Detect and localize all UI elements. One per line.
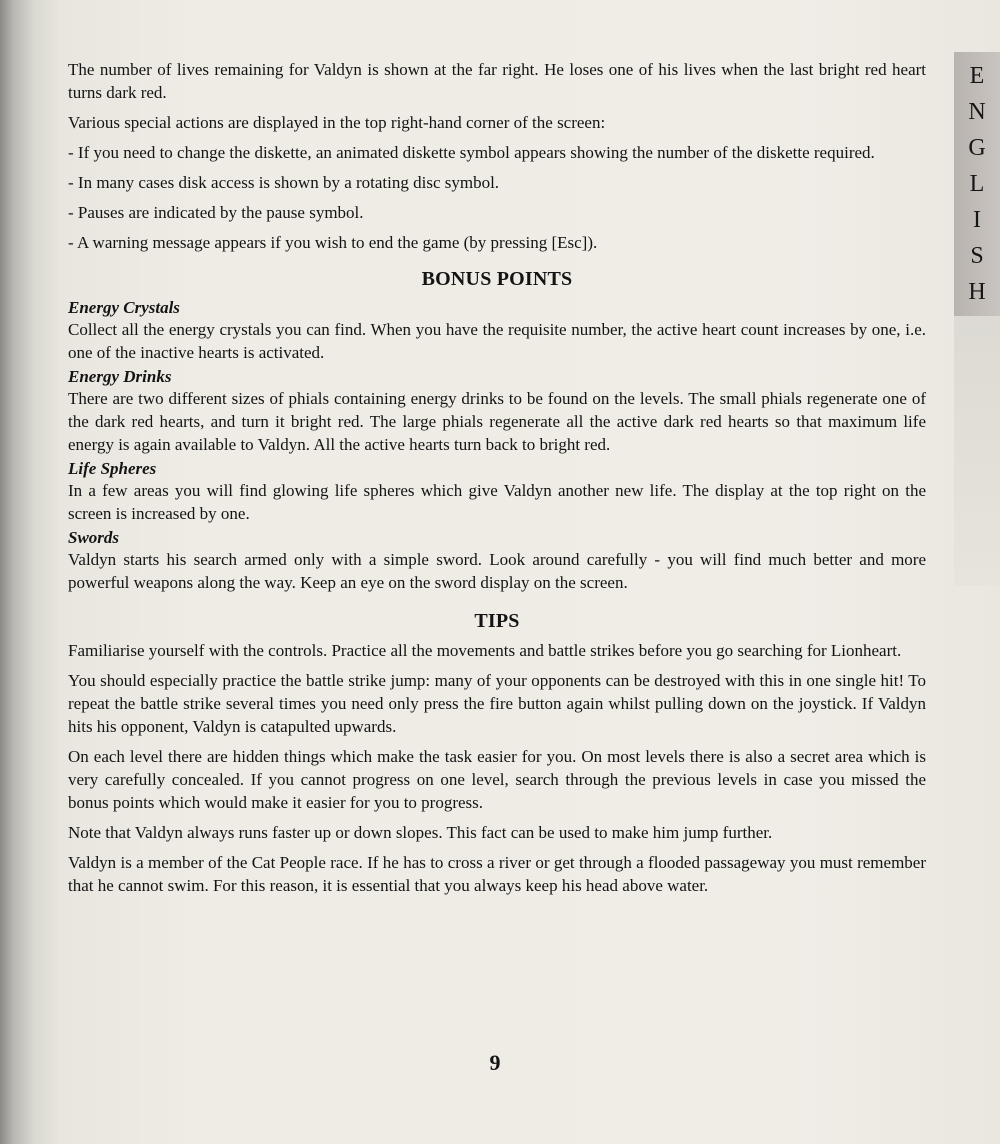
tab-letter: G <box>968 135 986 161</box>
bonus-item-text: In a few areas you will find glowing life spheres which give Valdyn another new life. The display at the top right on the screen is increased by one. <box>68 481 926 523</box>
intro-paragraph: - In many cases disk access is shown by a rotating disc symbol. <box>68 173 500 192</box>
tips-heading: TIPS <box>474 610 520 632</box>
tab-letter: N <box>968 99 986 125</box>
bonus-item-title: Energy Crystals <box>68 298 180 317</box>
bonus-item-title: Swords <box>68 528 120 547</box>
tab-letter: L <box>969 171 985 197</box>
bonus-item-energy-crystals <box>68 297 926 364</box>
intro-paragraph: - A warning message appears if you wish to end the game (by pressing [Esc]). <box>68 233 598 252</box>
tips-paragraph: Note that Valdyn always runs faster up or down slopes. This fact can be used to make him jump further. <box>68 823 773 842</box>
intro-paragraph: Various special actions are displayed in the top right-hand corner of the screen: <box>68 113 606 132</box>
tips-paragraph: Valdyn is a member of the Cat People race. If he has to cross a river or get through a flooded passageway you must remember that he cannot swim. For this reason, it is essential that you always keep his head above water. <box>68 853 926 895</box>
bonus-item-text: Collect all the energy crystals you can find. When you have the requisite number, the active heart count increases by one, i.e. one of the inactive hearts is activated. <box>68 320 926 362</box>
tab-letter: I <box>973 207 981 233</box>
tab-letter: S <box>970 243 984 269</box>
language-tab-english <box>954 52 1000 316</box>
intro-paragraph: - If you need to change the diskette, an animated diskette symbol appears showing the number of the diskette required. <box>68 143 875 162</box>
intro-paragraph: The number of lives remaining for Valdyn is shown at the far right. He loses one of his lives when the last bright red heart turns dark red. <box>68 60 926 102</box>
bonus-item-swords <box>68 527 926 594</box>
tips-paragraph: On each level there are hidden things which make the task easier for you. On most levels there is also a secret area which is very carefully concealed. If you cannot progress on one level, search through the previous levels in case you missed the bonus points which would make it easier for you to progress. <box>68 747 926 812</box>
tab-letter: H <box>968 279 986 305</box>
intro-paragraph: - Pauses are indicated by the pause symbol. <box>68 203 364 222</box>
bonus-item-text: There are two different sizes of phials containing energy drinks to be found on the levels. The small phials regenerate one of the dark red hearts, and turn it bright red. The large phials regenerate all the active dark red hearts so that maximum life energy is again available to Valdyn. All the active hearts turn back to bright red. <box>68 389 926 454</box>
bonus-item-title: Life Spheres <box>68 459 157 478</box>
page-content <box>68 58 926 904</box>
bonus-points-heading: BONUS POINTS <box>421 268 573 290</box>
page-number: 9 <box>489 1050 501 1075</box>
tips-paragraph: You should especially practice the battle strike jump: many of your opponents can be destroyed with this in one single hit! To repeat the battle strike several times you need only press the fire button again whilst pulling down on the joystick. If Valdyn hits his opponent, Valdyn is catapulted upwards. <box>68 671 926 736</box>
page-edge-strip <box>954 316 1000 586</box>
bonus-item-life-spheres <box>68 458 926 525</box>
tab-letter: E <box>969 63 985 89</box>
tips-paragraph: Familiarise yourself with the controls. Practice all the movements and battle strikes before you go searching for Lionheart. <box>68 641 902 660</box>
bonus-item-text: Valdyn starts his search armed only with a simple sword. Look around carefully - you will find much better and more powerful weapons along the way. Keep an eye on the sword display on the screen. <box>68 550 926 592</box>
bonus-item-title: Energy Drinks <box>68 367 172 386</box>
bonus-item-energy-drinks <box>68 366 926 456</box>
